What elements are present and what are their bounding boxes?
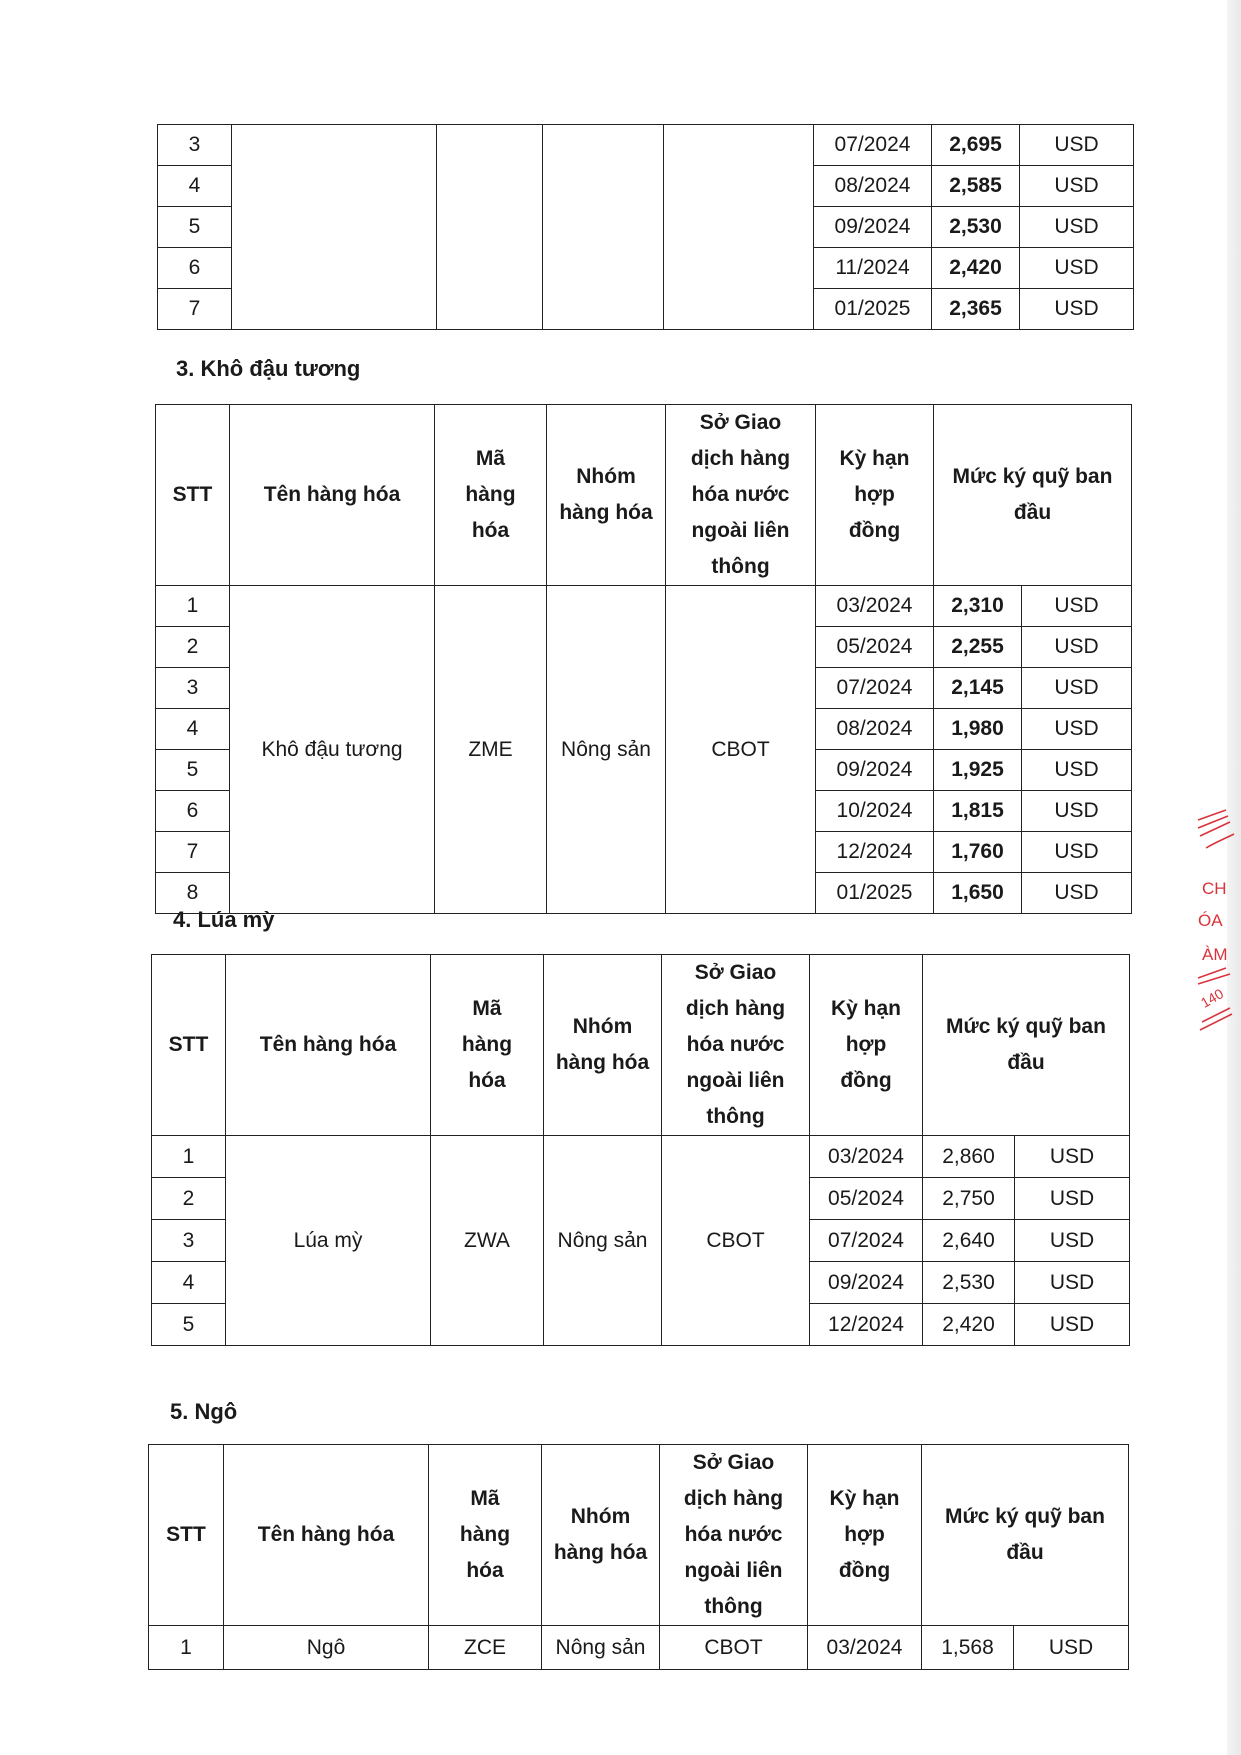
stt-cell: 1 [149,1626,224,1670]
muc-cell: 2,530 [923,1262,1015,1304]
ky-han-cell: 01/2025 [816,873,934,914]
table-section-5 [148,1444,1129,1670]
unit-cell: USD [1014,1626,1129,1670]
muc-cell: 1,760 [934,832,1022,873]
muc-cell: 2,860 [923,1136,1015,1178]
nhom-cell [543,125,664,330]
section-title-4: 4. Lúa mỳ [173,907,275,932]
stt-cell: 7 [156,832,230,873]
ky-han-cell: 03/2024 [810,1136,923,1178]
ky-han-cell: 03/2024 [816,586,934,627]
header-ky-han: Kỳ hạn hợp đồng [810,955,923,1136]
ma-cell [437,125,543,330]
unit-cell: USD [1022,832,1132,873]
ky-han-cell: 11/2024 [814,248,932,289]
table-section-4 [151,954,1130,1346]
header-stt: STT [152,955,226,1136]
muc-cell: 2,585 [932,166,1020,207]
muc-cell: 2,750 [923,1178,1015,1220]
ky-han-cell: 07/2024 [814,125,932,166]
unit-cell: USD [1022,586,1132,627]
ma-cell: ZCE [429,1626,542,1670]
stt-cell: 5 [158,207,232,248]
stt-cell: 2 [152,1178,226,1220]
muc-cell: 2,145 [934,668,1022,709]
ten-cell: Lúa mỳ [226,1136,431,1346]
stt-cell: 1 [152,1136,226,1178]
unit-cell: USD [1015,1304,1130,1346]
table-row [158,125,1134,166]
unit-cell: USD [1020,207,1134,248]
unit-cell: USD [1022,668,1132,709]
seal-text-2: ÓA [1198,911,1223,930]
ky-han-cell: 09/2024 [810,1262,923,1304]
stt-cell: 7 [158,289,232,330]
header-so: Sở Giao dịch hàng hóa nước ngoài liên thông [660,1445,808,1626]
header-muc: Mức ký quỹ ban đầu [922,1445,1129,1626]
table-header-row [149,1445,1129,1626]
unit-cell: USD [1022,750,1132,791]
seal-text-1: CH [1202,879,1227,898]
header-ky-han: Kỳ hạn hợp đồng [808,1445,922,1626]
stt-cell: 2 [156,627,230,668]
ky-han-cell: 05/2024 [816,627,934,668]
muc-cell: 1,568 [922,1626,1014,1670]
unit-cell: USD [1022,873,1132,914]
muc-cell: 2,530 [932,207,1020,248]
so-cell: CBOT [666,586,816,914]
ky-han-cell: 10/2024 [816,791,934,832]
section-title-5: 5. Ngô [170,1399,238,1424]
muc-cell: 2,420 [932,248,1020,289]
stt-cell: 4 [156,709,230,750]
table-row [152,1136,1130,1178]
header-nhom: Nhóm hàng hóa [542,1445,660,1626]
muc-cell: 1,925 [934,750,1022,791]
ten-cell: Ngô [224,1626,429,1670]
ky-han-cell: 07/2024 [816,668,934,709]
so-cell: CBOT [660,1626,808,1670]
stt-cell: 3 [156,668,230,709]
seal-text-3: ÀM [1202,945,1228,964]
muc-cell: 2,310 [934,586,1022,627]
stt-cell: 4 [152,1262,226,1304]
header-ky-han: Kỳ hạn hợp đồng [816,405,934,586]
header-ma: Mã hàng hóa [429,1445,542,1626]
muc-cell: 2,365 [932,289,1020,330]
muc-cell: 2,420 [923,1304,1015,1346]
header-muc: Mức ký quỹ ban đầu [923,955,1130,1136]
unit-cell: USD [1015,1220,1130,1262]
nhom-cell: Nông sản [544,1136,662,1346]
nhom-cell: Nông sản [542,1626,660,1670]
table-header-row [156,405,1132,586]
unit-cell: USD [1022,791,1132,832]
ky-han-cell: 08/2024 [814,166,932,207]
header-nhom: Nhóm hàng hóa [544,955,662,1136]
ma-cell: ZWA [431,1136,544,1346]
muc-cell: 2,255 [934,627,1022,668]
muc-cell: 1,650 [934,873,1022,914]
unit-cell: USD [1022,709,1132,750]
ten-cell: Khô đậu tương [230,586,435,914]
stt-cell: 6 [158,248,232,289]
ky-han-cell: 09/2024 [814,207,932,248]
header-stt: STT [149,1445,224,1626]
nhom-cell: Nông sản [547,586,666,914]
seal-text-4: 140 [1197,985,1227,1011]
seal-stamp-graphic [1196,808,1236,1038]
section-title-3: 3. Khô đậu tương [176,356,361,381]
table-row [156,586,1132,627]
unit-cell: USD [1020,289,1134,330]
header-stt: STT [156,405,230,586]
ky-han-cell: 08/2024 [816,709,934,750]
muc-cell: 1,815 [934,791,1022,832]
header-ma: Mã hàng hóa [431,955,544,1136]
header-nhom: Nhóm hàng hóa [547,405,666,586]
ten-cell [232,125,437,330]
so-cell: CBOT [662,1136,810,1346]
ky-han-cell: 09/2024 [816,750,934,791]
table-header-row [152,955,1130,1136]
so-cell [664,125,814,330]
stt-cell: 3 [158,125,232,166]
unit-cell: USD [1015,1262,1130,1304]
table-continuation [157,124,1134,330]
ky-han-cell: 01/2025 [814,289,932,330]
header-so: Sở Giao dịch hàng hóa nước ngoài liên thông [662,955,810,1136]
ky-han-cell: 07/2024 [810,1220,923,1262]
stt-cell: 6 [156,791,230,832]
unit-cell: USD [1020,166,1134,207]
unit-cell: USD [1015,1136,1130,1178]
ky-han-cell: 12/2024 [816,832,934,873]
stt-cell: 8 [156,873,230,914]
unit-cell: USD [1015,1178,1130,1220]
seal-stamp [1196,808,1236,1038]
unit-cell: USD [1020,125,1134,166]
table-section-3 [155,404,1132,914]
ma-cell: ZME [435,586,547,914]
ky-han-cell: 05/2024 [810,1178,923,1220]
header-ten: Tên hàng hóa [224,1445,429,1626]
header-so: Sở Giao dịch hàng hóa nước ngoài liên thông [666,405,816,586]
header-ten: Tên hàng hóa [226,955,431,1136]
ky-han-cell: 03/2024 [808,1626,922,1670]
stt-cell: 3 [152,1220,226,1262]
stt-cell: 1 [156,586,230,627]
ky-han-cell: 12/2024 [810,1304,923,1346]
stt-cell: 5 [152,1304,226,1346]
unit-cell: USD [1020,248,1134,289]
unit-cell: USD [1022,627,1132,668]
header-muc: Mức ký quỹ ban đầu [934,405,1132,586]
stt-cell: 4 [158,166,232,207]
stt-cell: 5 [156,750,230,791]
muc-cell: 2,640 [923,1220,1015,1262]
muc-cell: 1,980 [934,709,1022,750]
muc-cell: 2,695 [932,125,1020,166]
table-row [149,1626,1129,1670]
header-ma: Mã hàng hóa [435,405,547,586]
header-ten: Tên hàng hóa [230,405,435,586]
